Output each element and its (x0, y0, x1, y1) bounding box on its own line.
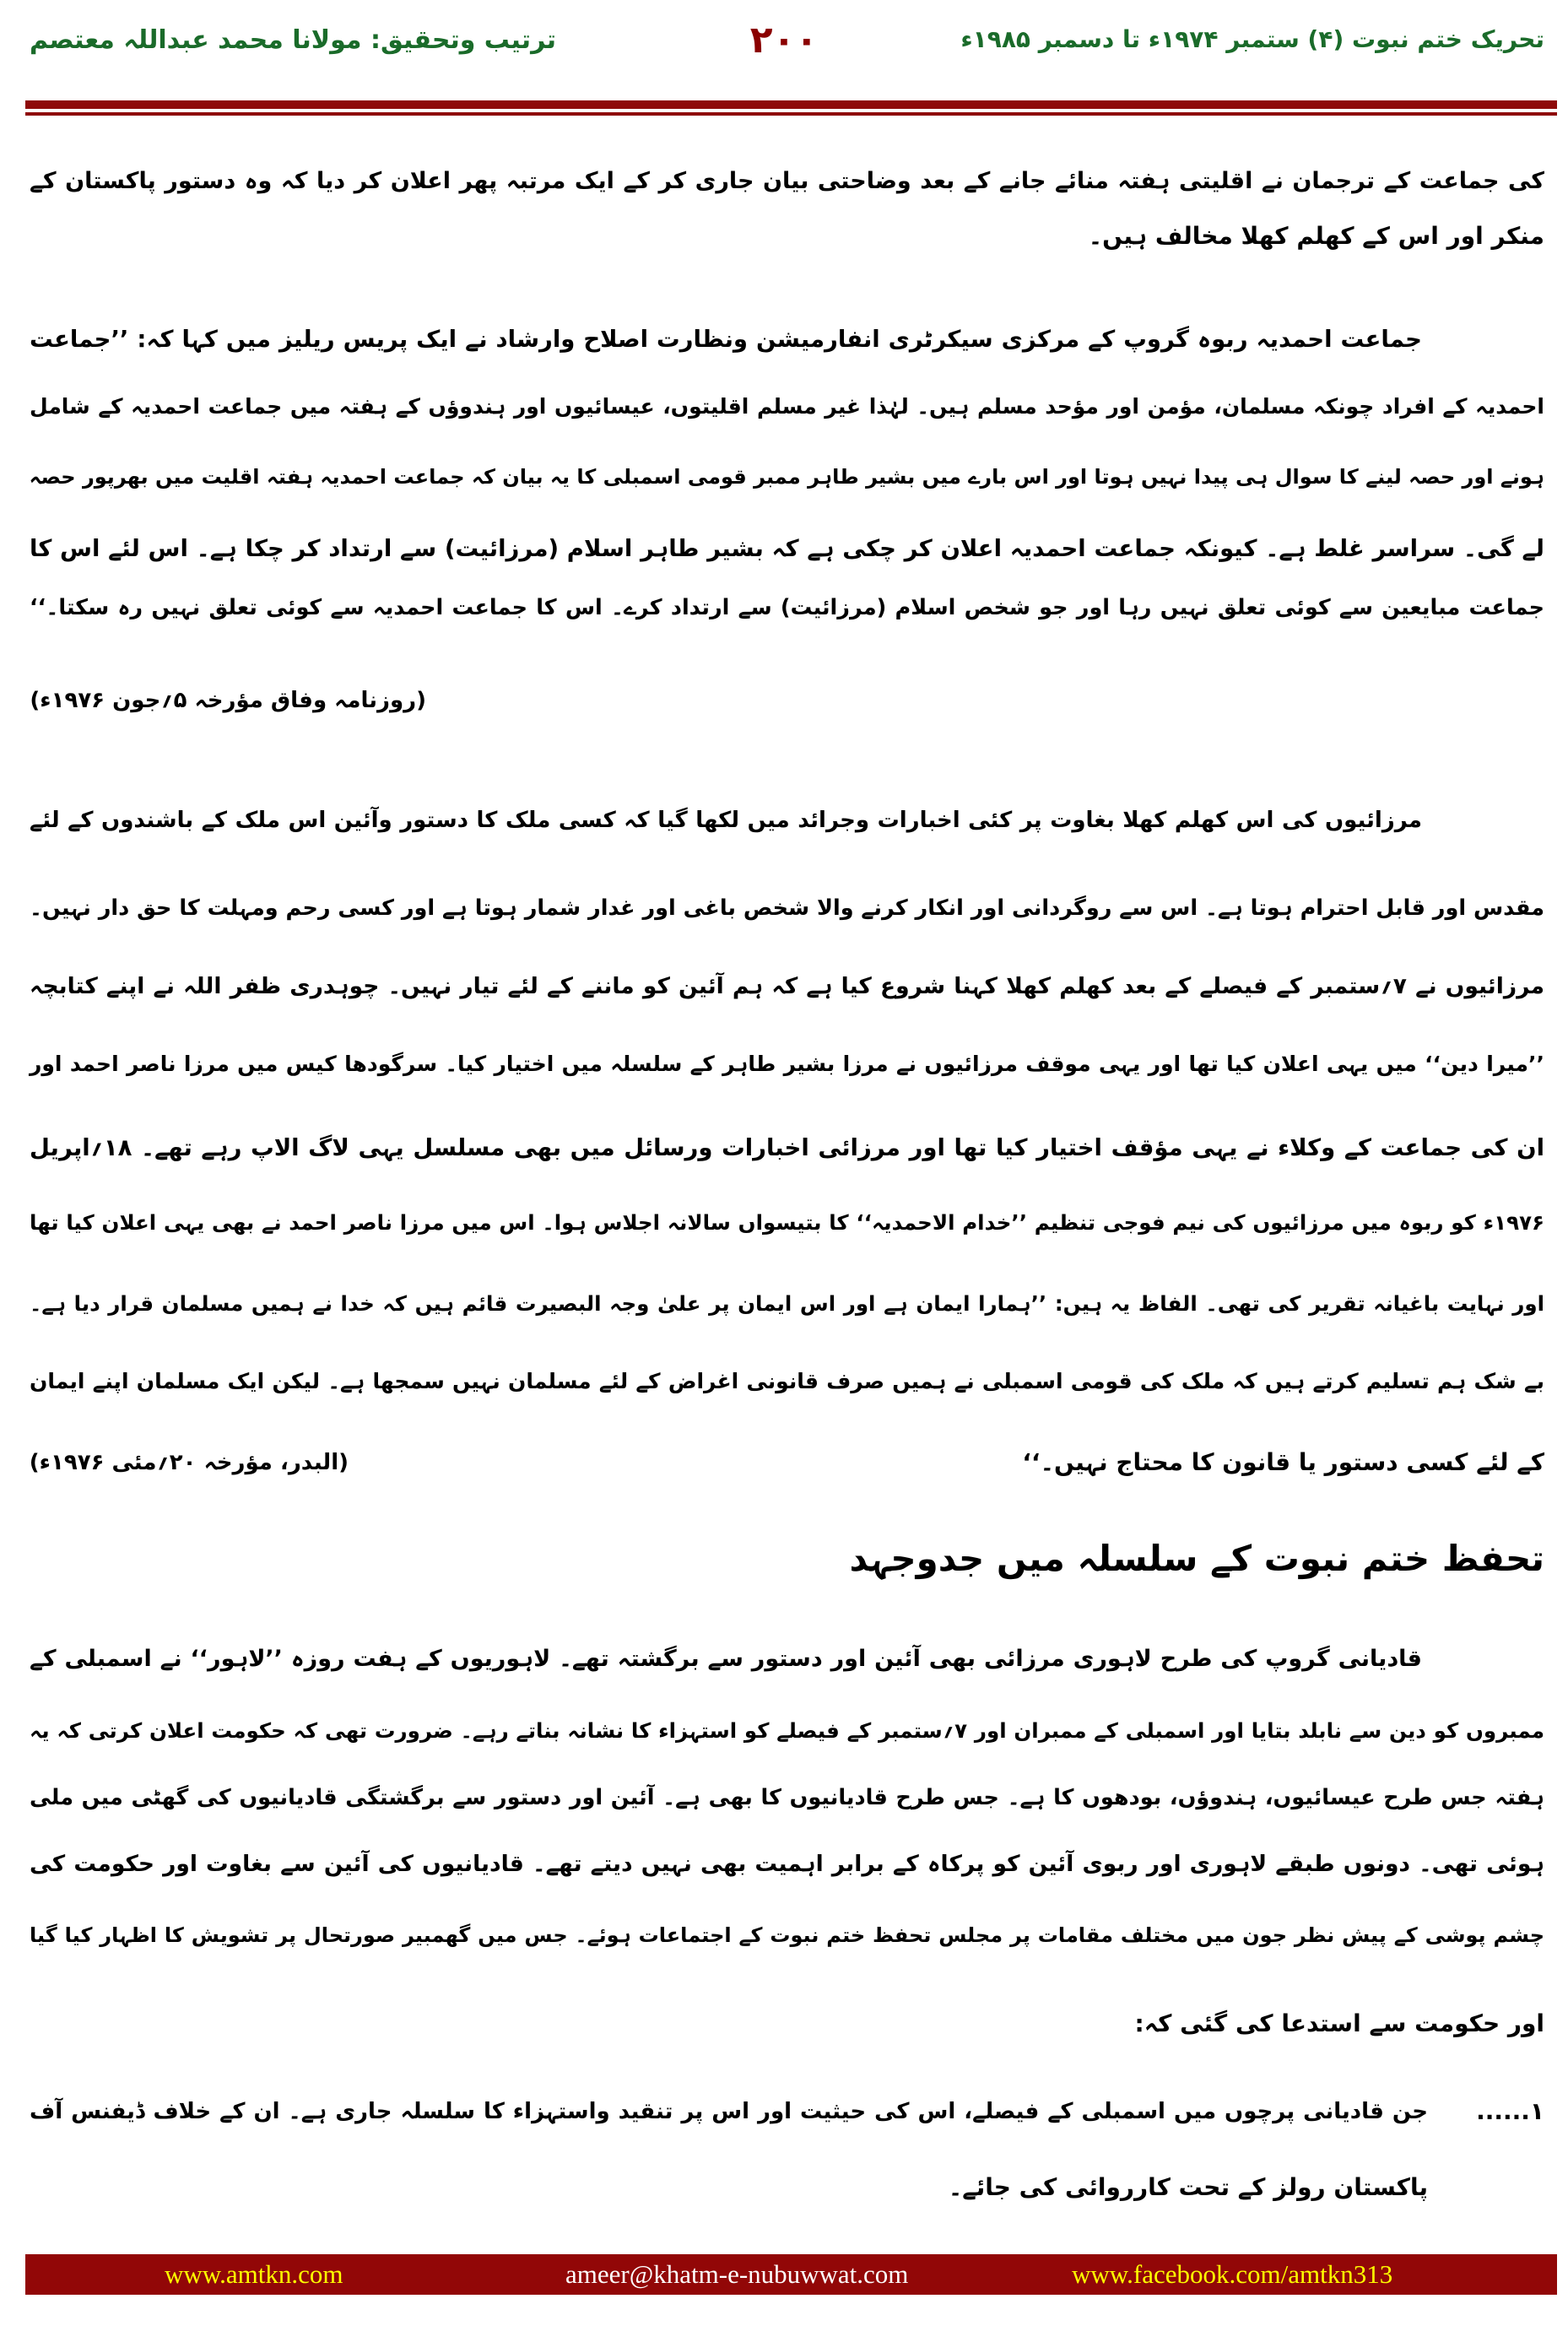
paragraph-line: منکر اور اس کے کھلم کھلا مخالف ہیں۔ (1088, 222, 1544, 250)
paragraph-line: بے شک ہم تسلیم کرتے ہیں کہ ملک کی قومی اسمبلی نے ہمیں صرف قانونی اغراض کے لئے مسلمان نہیں سمجھا ہے۔ لیکن ایک مسلمان اپنے ایمان (30, 1369, 1544, 1393)
paragraph-line: ہوئی تھی۔ دونوں طبقے لاہوری اور ربوی آئین کو پرکاہ کے برابر اہمیت بھی نہیں دیتے تھے۔ قادیانیوں کی آئین سے بغاوت اور حکومت کی (30, 1851, 1544, 1877)
section-heading: تحفظ ختم نبوت کے سلسلہ میں جدوجہد (849, 1538, 1544, 1579)
paragraph-line: مرزائیوں نے ۷؍ستمبر کے فیصلے کے بعد کھلم کھلا کہنا شروع کیا ہے کہ ہم آئین کو ماننے کے لئے تیار نہیں۔ چوہدری ظفر اللہ نے اپنے کتابچہ (30, 973, 1544, 999)
paragraph-line: چشم پوشی کے پیش نظر جون میں مختلف مقامات پر مجلس تحفظ ختم نبوت کے اجتماعات ہوئے۔ جس میں گھمبیر صورتحال پر تشویش کا اظہار کیا گیا (30, 1923, 1544, 1947)
page-footer (25, 2254, 1557, 2295)
paragraph-line: ’’میرا دین‘‘ میں یہی اعلان کیا تھا اور یہی موقف مرزائیوں نے مرزا بشیر طاہر کے سلسلہ میں اختیار کیا۔ سرگودھا کیس میں مرزا ناصر احمد اور (30, 1052, 1544, 1076)
paragraph-line: مقدس اور قابل احترام ہوتا ہے۔ اس سے روگردانی اور انکار کرنے والا شخص باغی اور غدار شمار ہوتا ہے اور کسی رحم ومہلت کا حق دار نہیں۔ (30, 895, 1544, 921)
paragraph-line: مرزائیوں کی اس کھلم کھلا بغاوت پر کئی اخبارات وجرائد میں لکھا گیا کہ کسی ملک کا دستور وآئین اس ملک کے باشندوں کے لئے (30, 808, 1422, 833)
paragraph-line: جماعت احمدیہ ربوہ گروپ کے مرکزی سیکرٹری انفارمیشن ونظارت اصلاح وارشاد نے ایک پریس ریلیز میں کہا کہ: ’’جماعت (30, 326, 1422, 353)
paragraph-line: اور حکومت سے استدعا کی گئی کہ: (1134, 2009, 1544, 2037)
paragraph-line: اور نہایت باغیانہ تقریر کی تھی۔ الفاظ یہ ہیں: ’’ہمارا ایمان ہے اور اس ایمان پر علیٰ وجہ البصیرت قائم ہیں کہ خدا نے ہمیں مسلمان قرار دیا ہے۔ (30, 1291, 1544, 1316)
website-link[interactable]: www.amtkn.com (165, 2259, 343, 2289)
list-item-number: ۱...... (1476, 2097, 1544, 2125)
paragraph-line: ہفتہ جس طرح عیسائیوں، ہندوؤں، بودھوں کا ہے۔ جس طرح قادیانیوں کا بھی ہے۔ آئین اور دستور سے برگشتگی قادیانیوں کی گھٹی میں ملی (30, 1785, 1544, 1810)
paragraph-line: ممبروں کو دین سے نابلد بتایا اور اسمبلی کے ممبران اور ۷؍ستمبر کے فیصلے کو استہزاء کا نشانہ بناتے رہے۔ ضرورت تھی کہ حکومت اعلان کرتی کہ یہ (30, 1718, 1544, 1743)
paragraph-line: کی جماعت کے ترجمان نے اقلیتی ہفتہ منائے جانے کے بعد وضاحتی بیان جاری کر کے ایک مرتبہ پھر اعلان کر دیا کہ وہ دستور پاکستان کے (30, 168, 1544, 194)
facebook-link[interactable]: www.facebook.com/amtkn313 (1072, 2259, 1393, 2289)
list-item-line: پاکستان رولز کے تحت کارروائی کی جائے۔ (948, 2173, 1428, 2201)
header-divider-thin (25, 112, 1557, 116)
citation: (البدر، مؤرخہ ۲۰؍مئی ۱۹۷۶ء) (29, 1450, 349, 1475)
compiler-credit: ترتیب وتحقیق: مولانا محمد عبداللہ معتصم (30, 25, 556, 55)
paragraph-line: احمدیہ کے افراد چونکہ مسلمان، مؤمن اور مؤحد مسلم ہیں۔ لہٰذا غیر مسلم اقلیتوں، عیسائیوں اور ہندوؤں کے ہفتہ میں جماعت احمدیہ کے شامل (30, 394, 1544, 419)
book-title: تحریک ختم نبوت (۴) ستمبر ۱۹۷۴ء تا دسمبر ۱۹۸۵ء (960, 25, 1544, 53)
paragraph-line: قادیانی گروپ کی طرح لاہوری مرزائی بھی آئین اور دستور سے برگشتہ تھے۔ لاہوریوں کے ہفت روزہ ’’لاہور‘‘ نے اسمبلی کے (30, 1646, 1422, 1672)
email-link[interactable]: ameer@khatm-e-nubuwwat.com (565, 2259, 909, 2289)
citation: (روزنامہ وفاق مؤرخہ ۵؍جون ۱۹۷۶ء) (30, 688, 426, 713)
paragraph-line: جماعت مبایعین سے کوئی تعلق نہیں رہا اور جو شخص اسلام (مرزائیت) سے ارتداد کرے۔ اس کا جماعت احمدیہ سے کوئی تعلق نہیں رہ سکتا۔‘‘ (30, 595, 1544, 620)
paragraph-line: ہونے اور حصہ لینے کا سوال ہی پیدا نہیں ہوتا اور اس بارے میں بشیر طاہر ممبر قومی اسمبلی کا یہ بیان کہ جماعت احمدیہ ہفتہ اقلیت میں بھرپور حصہ (29, 465, 1544, 489)
header-divider-thick (25, 100, 1557, 109)
paragraph-line: ان کی جماعت کے وکلاء نے یہی مؤقف اختیار کیا تھا اور مرزائی اخبارات ورسائل میں بھی مسلسل یہی لاگ الاپ رہے تھے۔ ۱۸؍اپریل (30, 1134, 1544, 1161)
paragraph-line: کے لئے کسی دستور یا قانون کا محتاج نہیں۔‘‘ (1022, 1448, 1544, 1476)
list-item-line: جن قادیانی پرچوں میں اسمبلی کے فیصلے، اس کی حیثیت اور اس پر تنقید واستہزاء کا سلسلہ جاری ہے۔ ان کے خلاف ڈیفنس آف (30, 2099, 1428, 2124)
paragraph-line: ۱۹۷۶ء کو ربوہ میں مرزائیوں کی نیم فوجی تنظیم ’’خدام الاحمدیہ‘‘ کا بتیسواں سالانہ اجلاس ہوا۔ اس میں مرزا ناصر احمد نے بھی یہی اعلان کیا تھا (30, 1210, 1544, 1235)
page-number: ۲۰۰ (749, 19, 819, 62)
paragraph-line: لے گی۔ سراسر غلط ہے۔ کیونکہ جماعت احمدیہ اعلان کر چکی ہے کہ بشیر طاہر اسلام (مرزائیت) سے ارتداد کر چکا ہے۔ اس لئے اس کا (30, 535, 1544, 562)
